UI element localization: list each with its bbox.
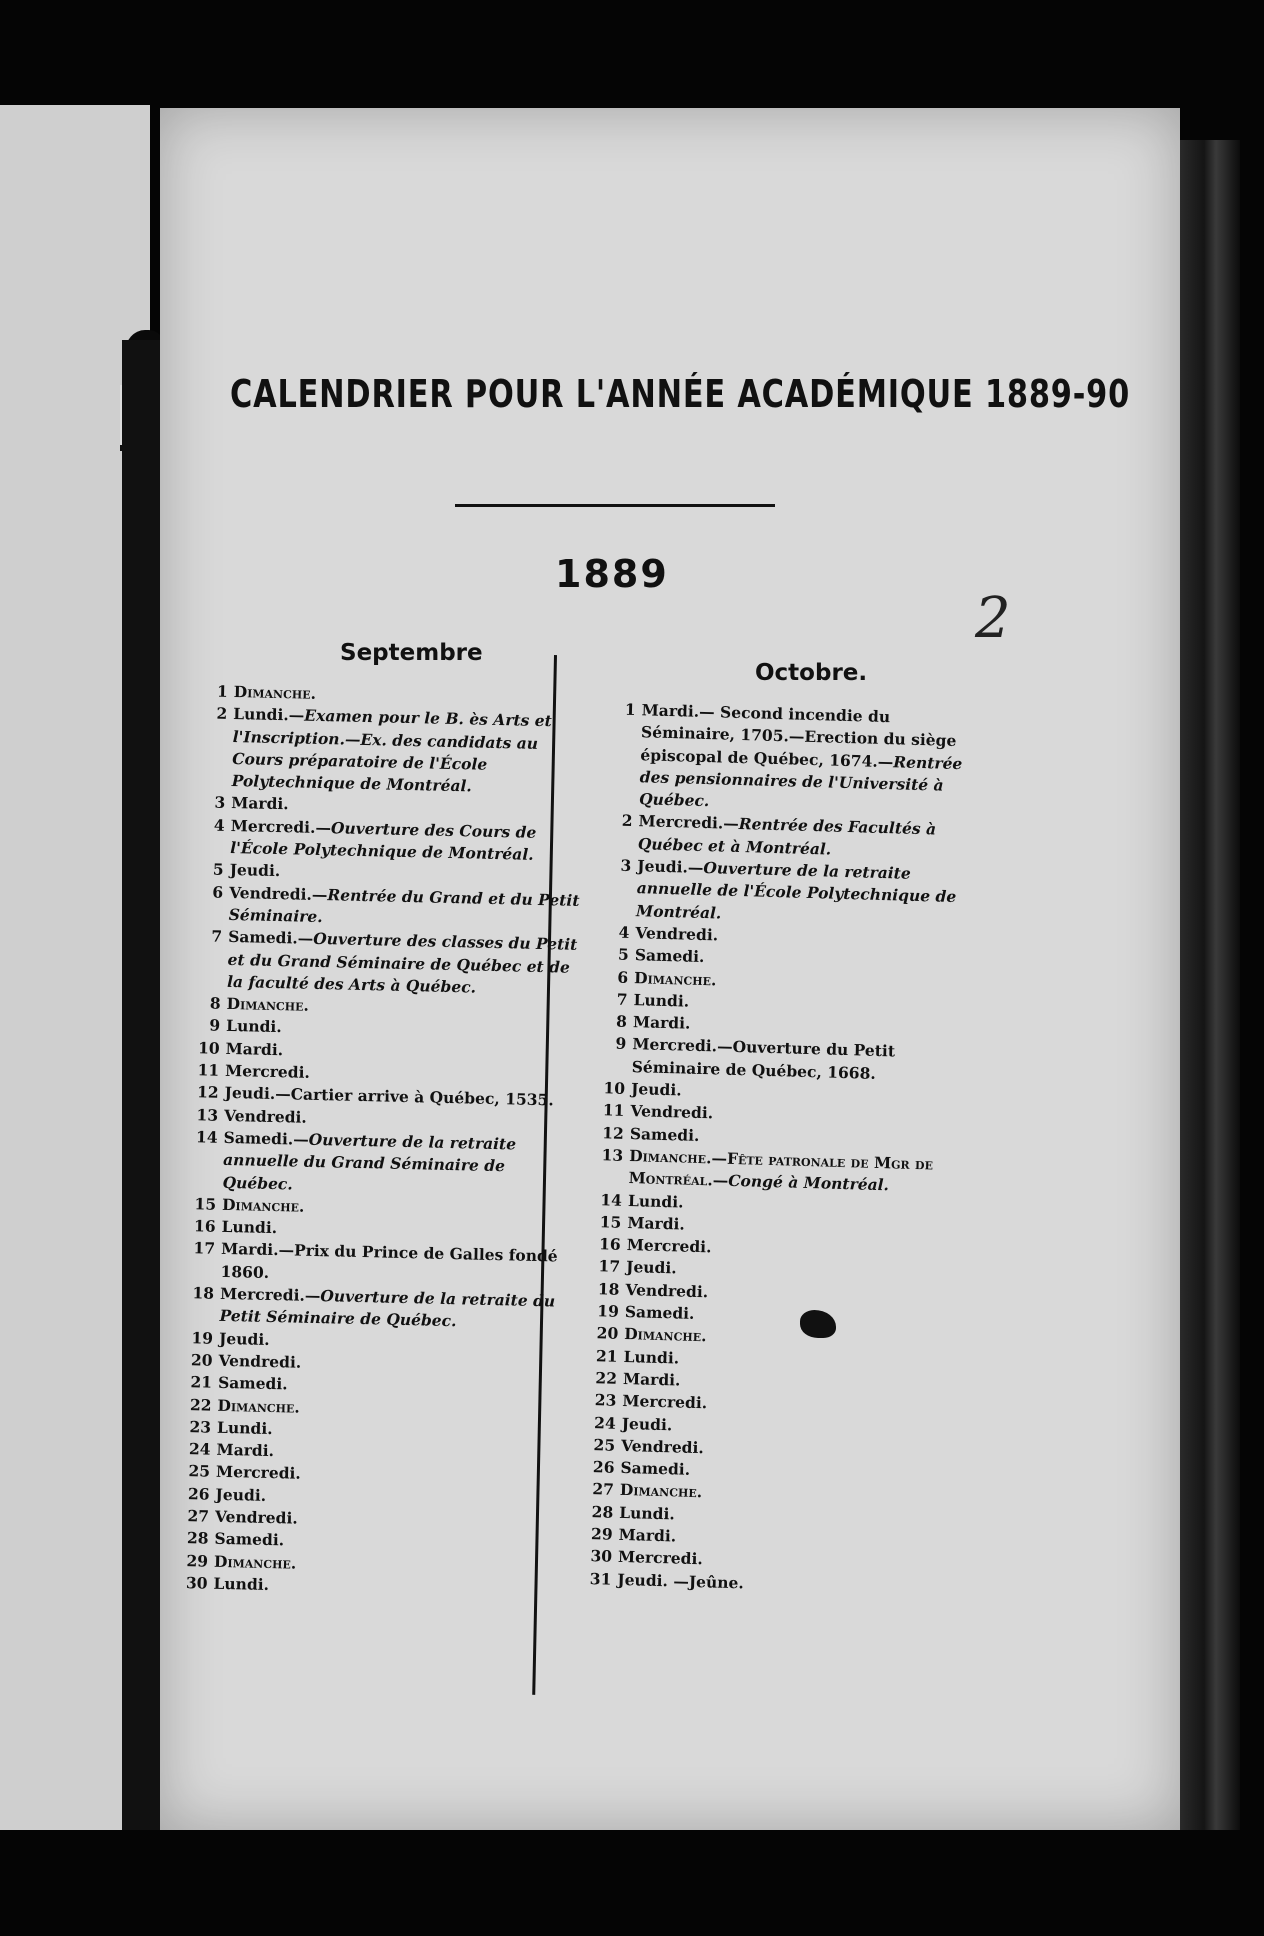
- day-number: 3: [620, 855, 632, 876]
- day-number: 29: [590, 1524, 613, 1544]
- day-name: Samedi.—: [227, 927, 314, 949]
- day-number: 6: [617, 967, 629, 987]
- day-name: Mardi.: [216, 1439, 275, 1461]
- day-name: Mercredi.: [224, 1060, 311, 1082]
- day-number: 28: [591, 1501, 614, 1522]
- day-name: Samedi.: [214, 1529, 285, 1550]
- day-number: 24: [188, 1439, 211, 1459]
- day-name: Dimanche.: [226, 994, 310, 1015]
- day-number: 16: [193, 1216, 216, 1236]
- day-name: Jeudi.: [625, 1257, 677, 1278]
- day-number: 17: [193, 1238, 216, 1259]
- calendar-entry: [592, 854, 974, 931]
- event-detail: Rentrée du Grand et du Petit Séminaire.: [228, 884, 580, 927]
- day-name: Vendredi.: [214, 1506, 298, 1528]
- day-name: Jeudi.: [218, 1328, 270, 1349]
- day-name: Jeudi.: [621, 1413, 673, 1434]
- day-number: 8: [209, 993, 221, 1013]
- day-number: 18: [192, 1283, 215, 1303]
- calendar-entry: [178, 1126, 579, 1202]
- day-number: 19: [191, 1327, 214, 1348]
- day-name: Mercredi.: [617, 1547, 704, 1569]
- day-name: Mardi.: [225, 1038, 284, 1059]
- day-number: 23: [594, 1390, 617, 1410]
- calendar-entry: [187, 702, 589, 800]
- day-name: Dimanche.: [623, 1324, 707, 1346]
- day-number: 25: [188, 1461, 211, 1482]
- day-number: 10: [603, 1078, 626, 1098]
- day-name: Mercredi.—: [219, 1283, 321, 1306]
- day-name: Lundi.: [633, 989, 690, 1011]
- day-name: Dimanche.: [217, 1395, 301, 1417]
- day-number: 5: [617, 944, 630, 965]
- day-name: Mercredi.—Ouverture du Petit Séminaire de Québec, 1668.: [631, 1034, 896, 1083]
- day-number: 16: [598, 1234, 622, 1254]
- event-detail: Rentrée des Facultés à Québec et à Montréal.: [637, 814, 937, 859]
- day-number: 2: [216, 703, 228, 724]
- day-number: 7: [211, 926, 223, 947]
- calendar-entry: [183, 925, 584, 1001]
- day-number: 9: [615, 1034, 627, 1054]
- event-detail: Ouverture de la retraite annuelle du Grand Séminaire de Québec.: [222, 1129, 517, 1193]
- day-name: Mercredi.—: [638, 811, 740, 834]
- page-stack-edge: [1180, 140, 1240, 1830]
- day-name: Dimanche.: [633, 967, 717, 989]
- day-number: 10: [197, 1038, 220, 1058]
- day-number: 31: [589, 1568, 612, 1589]
- day-number: 13: [196, 1104, 219, 1125]
- day-name: Samedi.: [629, 1123, 700, 1145]
- day-name: Jeudi. —Jeûne.: [617, 1569, 745, 1592]
- day-number: 6: [212, 882, 224, 902]
- day-name: Mardi.: [622, 1368, 681, 1390]
- day-number: 15: [194, 1194, 217, 1214]
- day-name: Samedi.: [624, 1302, 695, 1323]
- day-name: Samedi.: [620, 1458, 691, 1479]
- day-number: 15: [599, 1212, 622, 1232]
- day-number: 22: [189, 1394, 212, 1415]
- day-number: 30: [185, 1573, 208, 1593]
- event-detail: Congé à Montréal.: [727, 1171, 890, 1195]
- event-detail: Examen pour le B. ès Arts et l'Inscription.—Ex. des candidats au Cours préparatoire de l'École Polytechnique de Montréal.: [231, 705, 553, 796]
- day-name: Jeudi.: [215, 1484, 267, 1505]
- day-name: Dimanche.—Fête patronale de Mgr de Montréal.—: [628, 1145, 934, 1191]
- october-heading: Octobre.: [755, 660, 868, 686]
- day-name: Mardi.: [231, 793, 289, 814]
- day-number: 8: [615, 1011, 628, 1032]
- day-number: 29: [186, 1550, 209, 1571]
- event-detail: Ouverture des Cours de l'École Polytechnique de Montréal.: [229, 818, 537, 864]
- day-number: 23: [189, 1416, 212, 1437]
- day-name: Mardi.: [627, 1212, 686, 1234]
- october-list: [573, 698, 978, 1600]
- day-name: Vendredi.: [620, 1435, 705, 1458]
- day-number: 11: [197, 1060, 220, 1080]
- day-name: Jeudi.—: [637, 856, 704, 878]
- day-name: Lundi.—: [233, 704, 305, 725]
- day-number: 27: [592, 1479, 615, 1500]
- day-number: 14: [600, 1189, 623, 1210]
- day-name: Vendredi.: [218, 1350, 302, 1372]
- day-name: Vendredi.: [630, 1101, 714, 1123]
- day-name: Samedi.: [634, 945, 705, 967]
- day-name: Mardi.— Second incendie du Séminaire, 1705.—Erection du siège épiscopal de Québec, 1674.—: [640, 700, 957, 771]
- day-number: 28: [186, 1528, 209, 1548]
- day-name: Jeudi.: [630, 1079, 682, 1100]
- day-name: Vendredi.: [625, 1279, 709, 1302]
- day-name: Lundi.: [623, 1346, 680, 1368]
- day-number: 9: [209, 1015, 221, 1036]
- day-number: 2: [621, 811, 633, 831]
- september-list: [169, 680, 590, 1603]
- day-name: Vendredi.: [635, 923, 719, 945]
- calendar-entry: [595, 698, 978, 820]
- day-number: 12: [602, 1122, 625, 1143]
- day-number: 26: [187, 1483, 210, 1504]
- day-name: Lundi.: [225, 1016, 282, 1037]
- day-number: 21: [595, 1345, 618, 1366]
- day-number: 3: [214, 793, 226, 813]
- day-number: 12: [196, 1082, 219, 1103]
- day-number: 1: [624, 699, 636, 720]
- handwritten-mark: 2: [975, 586, 1011, 651]
- day-number: 14: [195, 1127, 218, 1147]
- day-number: 1: [216, 681, 228, 701]
- day-number: 20: [596, 1323, 619, 1344]
- day-number: 4: [213, 815, 225, 835]
- day-name: Mardi.—Prix du Prince de Galles fondé 1860.: [220, 1239, 558, 1282]
- day-number: 22: [595, 1368, 618, 1388]
- day-name: Mardi.: [618, 1524, 677, 1546]
- day-name: Dimanche.: [221, 1194, 305, 1216]
- day-name: Samedi.: [217, 1373, 288, 1394]
- event-detail: Rentrée des pensionnaires de l'Université à Québec.: [638, 751, 963, 811]
- day-name: Lundi.: [221, 1216, 278, 1238]
- day-name: Mercredi.: [215, 1462, 302, 1484]
- day-number: 4: [618, 922, 630, 942]
- page-title: CALENDRIER POUR L'ANNÉE ACADÉMIQUE 1889-90: [230, 372, 1131, 416]
- day-name: Jeudi.—Cartier arrive à Québec, 1535.: [224, 1083, 554, 1110]
- day-number: 11: [602, 1100, 625, 1121]
- event-detail: Ouverture de la retraite du Petit Séminaire de Québec.: [219, 1286, 556, 1331]
- day-number: 25: [593, 1434, 616, 1455]
- day-name: Lundi.: [213, 1573, 270, 1594]
- day-name: Lundi.: [627, 1190, 684, 1212]
- day-number: 30: [590, 1546, 613, 1567]
- day-number: 17: [598, 1256, 621, 1277]
- day-name: Jeudi.: [229, 860, 281, 881]
- day-name: Dimanche.: [213, 1551, 297, 1573]
- binding-gutter: [122, 340, 162, 1830]
- day-name: Lundi.: [619, 1502, 676, 1524]
- day-name: Dimanche.: [619, 1480, 703, 1502]
- day-name: Mardi.: [632, 1012, 691, 1033]
- day-number: 21: [190, 1372, 213, 1392]
- year-heading: 1889: [555, 552, 669, 596]
- day-number: 19: [597, 1301, 620, 1321]
- event-detail: Ouverture des classes du Petit et du Grand Séminaire de Québec et de la faculté des Arts à Québec.: [226, 929, 578, 997]
- title-rule: [455, 504, 775, 507]
- day-name: Dimanche.: [233, 681, 317, 703]
- day-name: Mercredi.: [622, 1391, 708, 1413]
- day-number: 26: [592, 1457, 615, 1477]
- event-detail: Ouverture de la retraite annuelle de l'École Polytechnique de Montréal.: [635, 858, 957, 923]
- day-number: 24: [593, 1412, 617, 1433]
- day-number: 27: [187, 1506, 210, 1526]
- day-number: 7: [616, 989, 628, 1009]
- day-number: 5: [212, 859, 224, 880]
- day-name: Vendredi.: [223, 1105, 308, 1127]
- day-number: 18: [597, 1278, 620, 1299]
- day-name: Lundi.: [216, 1417, 273, 1438]
- day-name: Vendredi.—: [228, 882, 328, 904]
- day-number: 13: [601, 1145, 624, 1165]
- day-name: Samedi.—: [223, 1127, 309, 1149]
- day-name: Mercredi.—: [230, 815, 332, 838]
- day-name: Mercredi.: [626, 1235, 712, 1257]
- day-number: 20: [190, 1350, 213, 1370]
- september-heading: Septembre: [340, 640, 483, 666]
